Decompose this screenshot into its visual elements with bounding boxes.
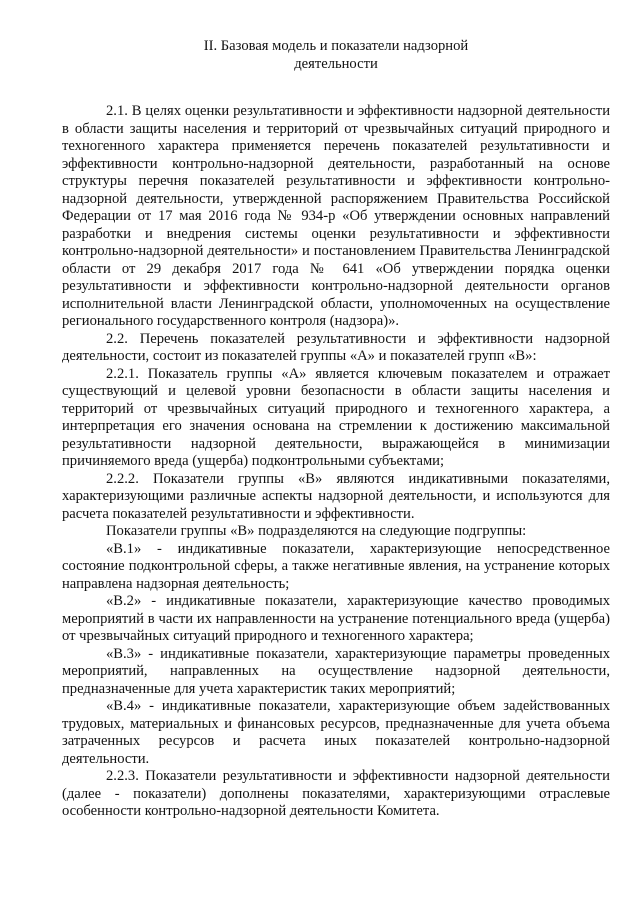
section-heading <box>62 38 610 73</box>
paragraph-2-2-1: 2.2.1. Показатель группы «А» является ключевым показателем и отражает существующий и целевой уровни безопасности в области защиты населения и территорий от чрезвычайных ситуаций природного и техногенного характера, а интерпретация его значения основана на стремлении к достижению максимальной результативности надзорной деятельности, выражающейся в минимизации причиняемого вреда (ущерба) подконтрольными субъектами; <box>62 365 610 469</box>
document-page <box>62 38 610 821</box>
section-heading-line-1: II. Базовая модель и показатели надзорной <box>203 38 469 54</box>
paragraph-2-2: 2.2. Перечень показателей результативности и эффективности надзорной деятельности, состоит из показателей группы «А» и показателей групп «В»: <box>62 330 610 364</box>
paragraph-b4: «В.4» - индикативные показатели, характеризующие объем задействованных трудовых, материальных и финансовых ресурсов, предназначенные для учета объема затраченных ресурсов и расчета иных показателей контрольно-надзорной деятельности. <box>62 698 610 767</box>
paragraph-group-b-intro: Показатели группы «В» подразделяются на следующие подгруппы: <box>106 523 527 539</box>
section-heading-line-2: деятельности <box>294 55 378 72</box>
paragraph-b1: «В.1» - индикативные показатели, характеризующие непосредственное состояние подконтрольной сферы, а также негативные явления, на устранение которых направлена надзорная деятельность; <box>62 540 610 592</box>
paragraph-b3: «В.3» - индикативные показатели, характеризующие параметры проведенных мероприятий, направленных на осуществление надзорной деятельности, предназначенные для учета характеристик таких мероприятий; <box>62 645 610 697</box>
paragraph-2-2-3: 2.2.3. Показатели результативности и эффективности надзорной деятельности (далее - показатели) дополнены показателями, характеризующими отраслевые особенности контрольно-надзорной деятельности Комитета. <box>62 768 610 819</box>
paragraph-2-1: 2.1. В целях оценки результативности и эффективности надзорной деятельности в области защиты населения и территорий от чрезвычайных ситуаций природного и техногенного характера применяется перечень показателей результативности и эффективности контрольно-надзорной деятельности, разработанный на основе структуры перечня показателей результативности и эффективности контрольно-надзорной деятельности, утвержденной распоряжением Правительства Российской Федерации от 17 мая 2016 года № 934-р «Об утверждении основных направлений разработки и внедрения системы оценки результативности и эффективности контрольно-надзорной деятельности» и постановлением Правительства Ленинградской области от 29 декабря 2017 года № 641 «Об утверждении порядка оценки результативности и эффективности контрольно-надзорной деятельности органов исполнительной власти Ленинградской области, уполномоченных на осуществление регионального государственного контроля (надзора)». <box>62 103 610 329</box>
paragraph-2-2-2: 2.2.2. Показатели группы «В» являются индикативными показателями, характеризующими различные аспекты надзорной деятельности, и используются для расчета показателей результативности и эффективности. <box>62 470 610 522</box>
paragraph-b2: «В.2» - индикативные показатели, характеризующие качество проводимых мероприятий в части их направленности на устранение потенциального вреда (ущерба) от чрезвычайных ситуаций природного и техногенного характера; <box>62 593 610 644</box>
